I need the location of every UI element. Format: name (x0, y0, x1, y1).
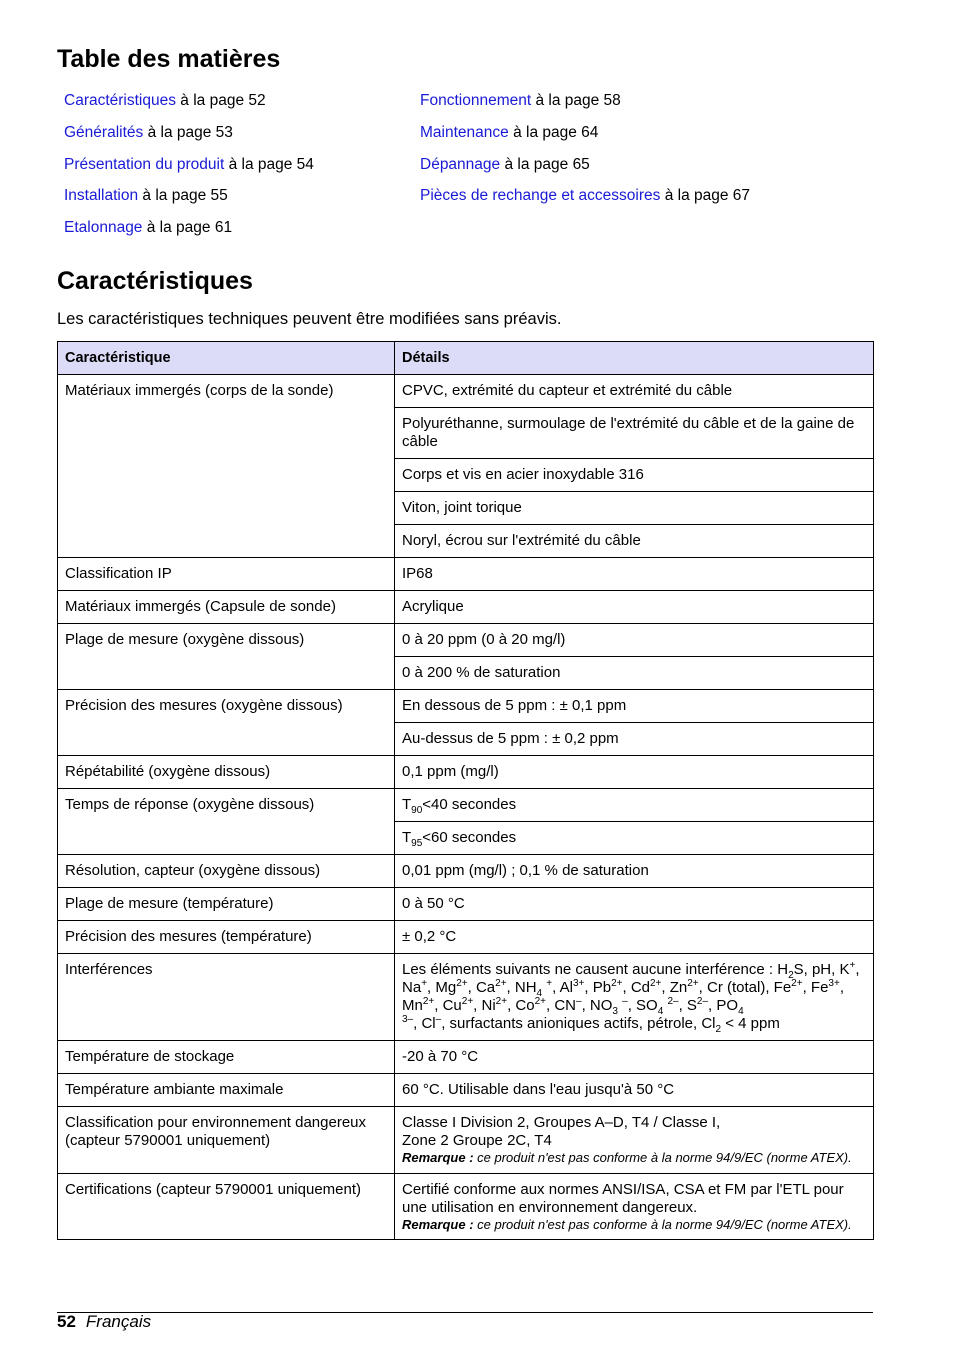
spec-value: En dessous de 5 ppm : ± 0,1 ppm (395, 690, 874, 723)
table-row (58, 624, 874, 657)
spec-table (57, 341, 874, 1240)
toc-item (420, 122, 750, 154)
spec-label: Classification IP (58, 558, 395, 591)
spec-label: Plage de mesure (oxygène dissous) (58, 624, 395, 690)
spec-value: CPVC, extrémité du capteur et extrémité du câble (395, 375, 874, 408)
spec-value: 0,01 ppm (mg/l) ; 0,1 % de saturation (395, 855, 874, 888)
spec-value: IP68 (395, 558, 874, 591)
page-footer (57, 1311, 151, 1333)
spec-label: Température ambiante maximale (58, 1074, 395, 1107)
spec-value: 60 °C. Utilisable dans l'eau jusqu'à 50 °C (395, 1074, 874, 1107)
toc-link-caracteristiques[interactable]: Caractéristiques (64, 92, 176, 109)
table-row (58, 789, 874, 822)
toc-link-generalites[interactable]: Généralités (64, 123, 144, 141)
toc-item (64, 217, 314, 249)
subscript: 95 (411, 838, 423, 849)
toc-page-ref: à la page 54 (224, 155, 314, 173)
toc-page-ref: à la page 55 (138, 187, 228, 205)
toc-page-ref: à la page 61 (142, 219, 233, 236)
spec-label: Interférences (58, 954, 395, 1041)
toc-item (420, 154, 750, 186)
toc-link-depannage[interactable]: Dépannage (420, 155, 501, 173)
spec-value-interferences: Les éléments suivants ne causent aucune interférence : $H_2S$, pH, K+, Na+, $Mg^{2+}$, $Ca^{2+}$, $NH_4$ +, $Al^{3+}$, $Pb^{2+}$, $Cd^{2+}$, $Zn^{2+}$, Cr (total), $Fe^{2+}$, $Fe^{3+}$, $Mn^{2+}$, $Cu^{2+}$, $Ni^{2+}$, $Co^{2+}$, CN–, $NO_3$ –, $SO_4$ $^{2-}$, $S^{2-}$, $PO_4$ $^{3-}$, Cl–, surfactants anioniques actifs, pétrole, $Cl_2 < 4$ ppm (395, 954, 874, 1041)
cert-text: Certifié conforme aux normes ANSI/ISA, CSA et FM par l'ETL pour une utilisation en environnement dangereux. (402, 1180, 844, 1216)
toc-item (420, 185, 750, 217)
spec-value (395, 822, 874, 855)
spec-label: Résolution, capteur (oxygène dissous) (58, 855, 395, 888)
table-row (58, 888, 874, 921)
toc-item (64, 154, 314, 186)
toc-page-ref: à la page 52 (176, 92, 266, 109)
toc-link-fonctionnement[interactable]: Fonctionnement (420, 92, 532, 109)
spec-value (395, 1107, 874, 1174)
toc-item (420, 90, 750, 122)
t-symbol: T (402, 829, 412, 846)
table-row (58, 954, 874, 1041)
spec-label: Classification pour environnement dangereux (capteur 5790001 uniquement) (58, 1107, 395, 1174)
section-title: Caractéristiques (57, 267, 253, 295)
note-text: ce produit n'est pas conforme à la norme 94/9/EC (norme ATEX). (473, 1216, 852, 1232)
header-caracteristique: Caractéristique (58, 342, 395, 375)
intro-text: Les caractéristiques techniques peuvent être modifiées sans préavis. (57, 310, 562, 328)
spec-value: ± 0,2 °C (395, 921, 874, 954)
toc-page-ref: à la page 64 (508, 123, 599, 141)
spec-value: Corps et vis en acier inoxydable 316 (395, 459, 874, 492)
footer-divider (57, 1312, 873, 1313)
note-label: Remarque : (402, 1216, 474, 1232)
toc-item (64, 185, 314, 217)
toc-item (64, 90, 314, 122)
spec-value: 0,1 ppm (mg/l) (395, 756, 874, 789)
spec-label: Précision des mesures (température) (58, 921, 395, 954)
spec-value: Acrylique (395, 591, 874, 624)
spec-label: Plage de mesure (température) (58, 888, 395, 921)
spec-label: Matériaux immergés (Capsule de sonde) (58, 591, 395, 624)
spec-value: 0 à 50 °C (395, 888, 874, 921)
table-row (58, 1074, 874, 1107)
toc-link-maintenance[interactable]: Maintenance (420, 123, 509, 141)
footer-language: Français (85, 1312, 152, 1331)
spec-value: Noryl, écrou sur l'extrémité du câble (395, 525, 874, 558)
toc-link-pieces[interactable]: Pièces de rechange et accessoires (420, 187, 661, 205)
toc-item (64, 122, 314, 154)
spec-label: Précision des mesures (oxygène dissous) (58, 690, 395, 756)
spec-value: Polyuréthanne, surmoulage de l'extrémité du câble et de la gaine de câble (395, 408, 874, 459)
note (402, 1217, 866, 1233)
spec-value: 0 à 200 % de saturation (395, 657, 874, 690)
subscript: 90 (411, 805, 423, 816)
table-row (58, 591, 874, 624)
toc-page-ref: à la page 65 (500, 155, 590, 173)
spec-value (395, 1173, 874, 1240)
hazard-line-2: Zone 2 Groupe 2C, T4 (402, 1132, 552, 1149)
table-row (58, 1041, 874, 1074)
toc-link-presentation[interactable]: Présentation du produit (64, 155, 225, 173)
toc-page-ref: à la page 67 (660, 187, 751, 205)
note (402, 1150, 866, 1166)
spec-label: Matériaux immergés (corps de la sonde) (58, 375, 395, 558)
table-row (58, 1107, 874, 1174)
toc-page-ref: à la page 53 (143, 123, 233, 141)
hazard-line-1: Classe I Division 2, Groupes A–D, T4 / Classe I, (402, 1114, 721, 1131)
note-text: ce produit n'est pas conforme à la norme 94/9/EC (norme ATEX). (473, 1150, 852, 1165)
toc-column-1 (64, 90, 314, 249)
table-row (58, 375, 874, 408)
spec-label: Temps de réponse (oxygène dissous) (58, 789, 395, 855)
toc-title: Table des matières (57, 45, 281, 73)
table-row (58, 921, 874, 954)
header-details: Détails (395, 342, 874, 375)
table-row (58, 756, 874, 789)
response-value: <40 secondes (422, 796, 517, 813)
response-value: <60 secondes (422, 829, 517, 846)
note-label: Remarque : (402, 1150, 474, 1165)
table-row (58, 690, 874, 723)
table-row (58, 855, 874, 888)
spec-value: Au-dessus de 5 ppm : ± 0,2 ppm (395, 723, 874, 756)
spec-label: Certifications (capteur 5790001 uniquement) (58, 1173, 395, 1240)
toc-link-installation[interactable]: Installation (64, 187, 139, 205)
spec-label: Température de stockage (58, 1041, 395, 1074)
spec-label: Répétabilité (oxygène dissous) (58, 756, 395, 789)
table-row (58, 1173, 874, 1240)
toc-page-ref: à la page 58 (531, 92, 621, 109)
t-symbol: T (402, 796, 412, 813)
spec-value: Viton, joint torique (395, 492, 874, 525)
spec-value (395, 789, 874, 822)
table-header-row (58, 342, 874, 375)
spec-value: 0 à 20 ppm (0 à 20 mg/l) (395, 624, 874, 657)
table-row (58, 558, 874, 591)
toc-column-2 (420, 90, 750, 217)
page-number: 52 (57, 1312, 76, 1331)
spec-value: -20 à 70 °C (395, 1041, 874, 1074)
toc-link-etalonnage[interactable]: Etalonnage (64, 219, 143, 236)
